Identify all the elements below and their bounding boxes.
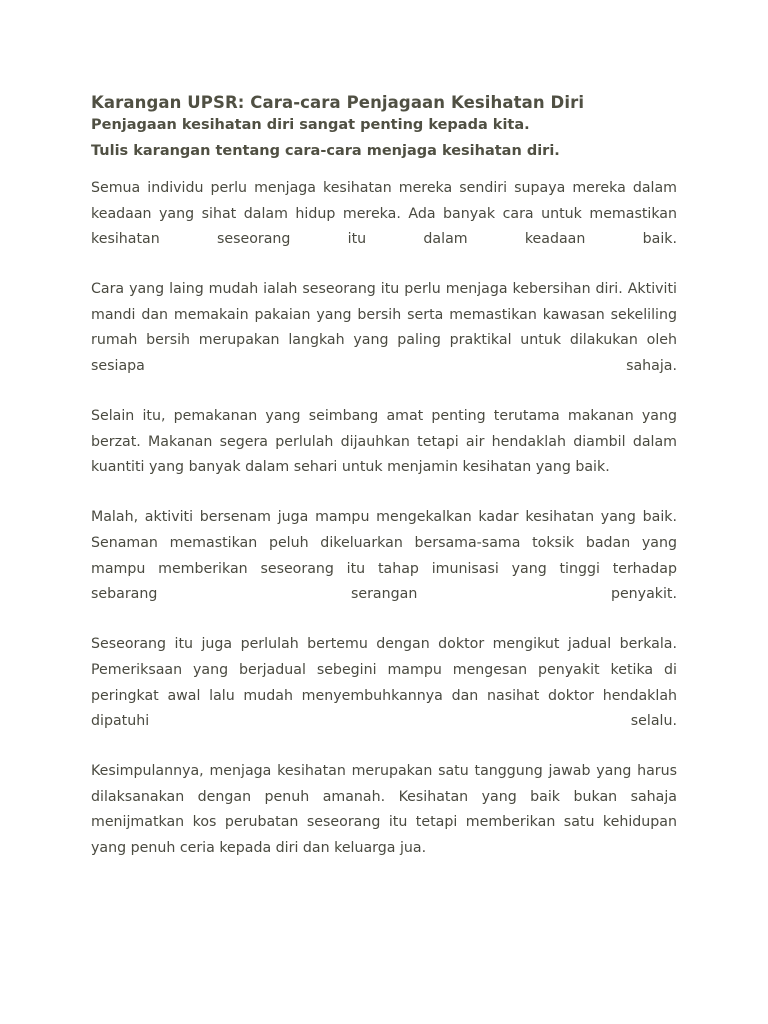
document-page — [91, 92, 677, 862]
paragraph-conclusion: Kesimpulannya, menjaga kesihatan merupakan satu tanggung jawab yang harus dilaksanakan dengan penuh amanah. Kesihatan yang baik bukan sahaja menijmatkan kos perubatan seseorang itu tetapi memberikan satu kehidupan yang penuh ceria kepada diri dan keluarga jua. — [91, 763, 677, 856]
subtitle-statement: Penjagaan kesihatan diri sangat penting kepada kita. — [91, 117, 530, 133]
paragraph-exercise: Malah, aktiviti bersenam juga mampu mengekalkan kadar kesihatan yang baik. Senaman memastikan peluh dikeluarkan bersama-sama toksik badan yang mampu memberikan seseorang itu tahap imunisasi yang tinggi terhadap sebarang serangan penyakit. — [91, 509, 677, 603]
paragraph-cleanliness: Cara yang laing mudah ialah seseorang itu perlu menjaga kebersihan diri. Aktiviti mandi dan memakain pakaian yang bersih serta memastikan kawasan sekeliling rumah bersih merupakan langkah yang paling praktikal untuk dilakukan oleh sesiapa sahaja. — [91, 281, 677, 375]
subtitle-instruction: Tulis karangan tentang cara-cara menjaga kesihatan diri. — [91, 143, 560, 159]
paragraph-nutrition: Selain itu, pemakanan yang seimbang amat penting terutama makanan yang berzat. Makanan segera perlulah dijauhkan tetapi air hendaklah diambil dalam kuantiti yang banyak dalam sehari untuk menjamin kesihatan yang baik. — [91, 408, 677, 476]
paragraph-doctor: Seseorang itu juga perlulah bertemu dengan doktor mengikut jadual berkala. Pemeriksaan yang berjadual sebegini mampu mengesan penyakit ketika di peringkat awal lalu mudah menyembuhkannya dan nasihat doktor hendaklah dipatuhi selalu. — [91, 636, 677, 730]
document-title: Karangan UPSR: Cara-cara Penjagaan Kesihatan Diri — [91, 93, 585, 112]
paragraph-introduction: Semua individu perlu menjaga kesihatan mereka sendiri supaya mereka dalam keadaan yang sihat dalam hidup mereka. Ada banyak cara untuk memastikan kesihatan seseorang itu dalam keadaan baik. — [91, 180, 677, 248]
